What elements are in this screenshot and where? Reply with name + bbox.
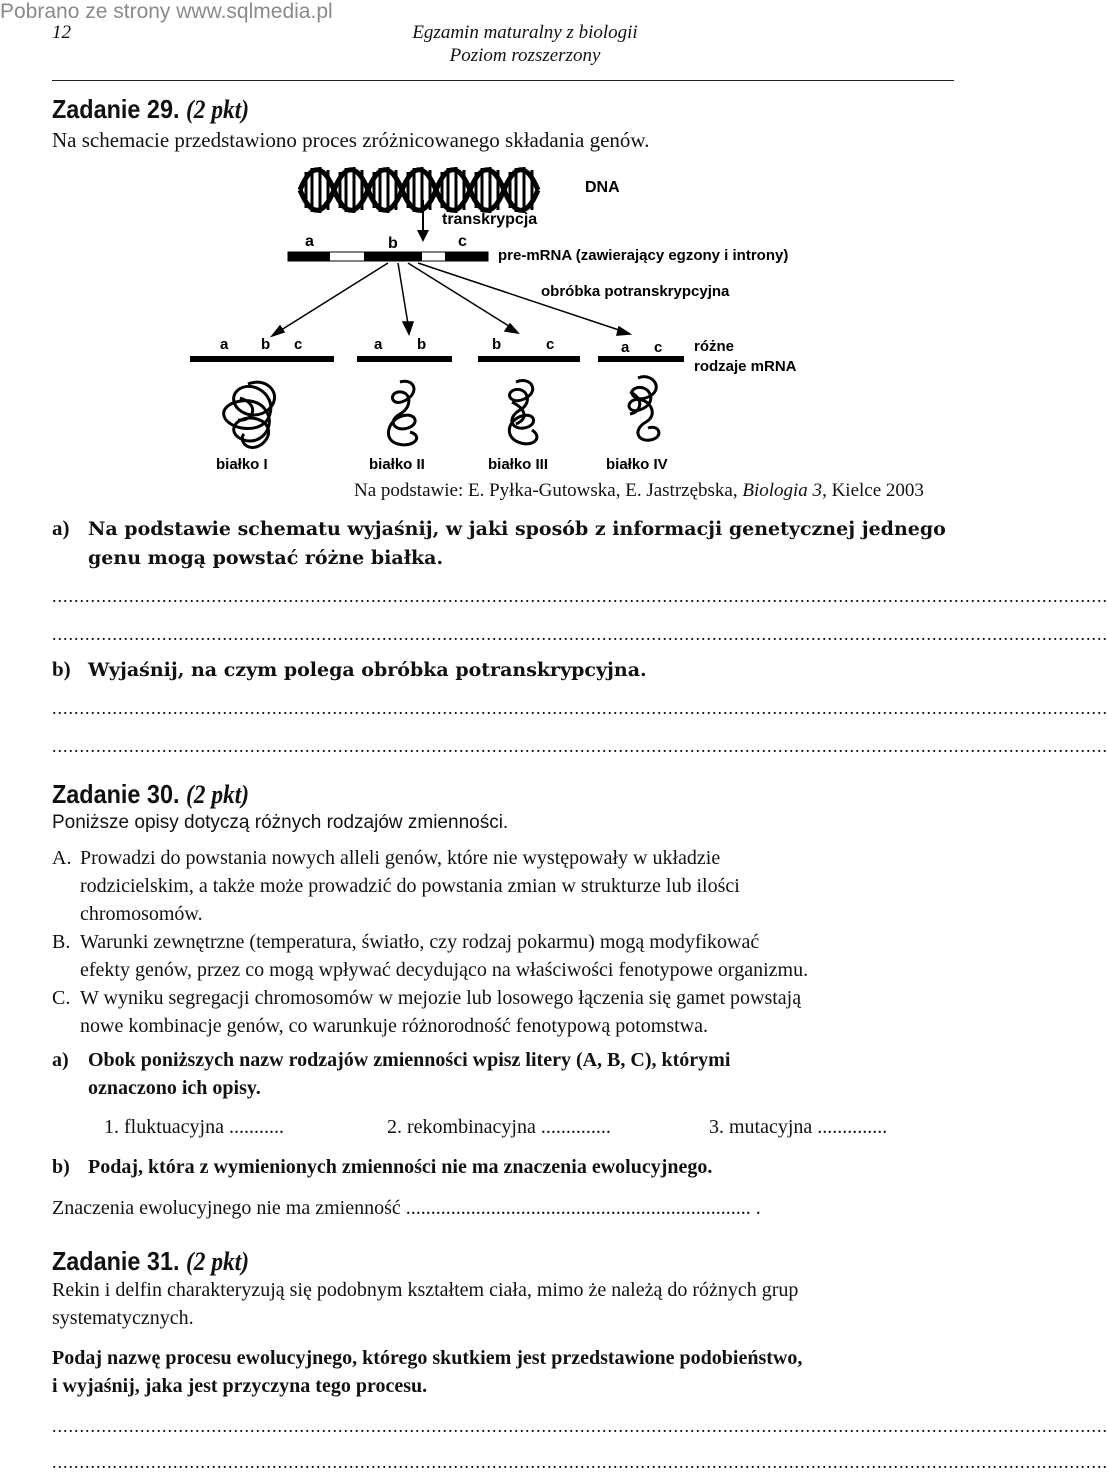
header-divider xyxy=(52,80,954,81)
task31-question: Podaj nazwę procesu ewolucyjnego, którego skutkiem jest przedstawione podobieństwo, i wyjaśnij, jaka jest przyczyna tego procesu. xyxy=(52,1347,803,1397)
pre-label-b: b xyxy=(388,235,398,252)
answer-line[interactable]: ................................................................................................................................................................................................ xyxy=(52,736,1108,756)
protein-1-shape xyxy=(224,382,275,447)
task30-question-a: a) Obok poniższych nazw rodzajów zmienności wpisz litery (A, B, C), którymi oznaczono ich opisy. xyxy=(52,1049,731,1099)
label-obrobka: obróbka potranskrypcyjna xyxy=(541,283,730,300)
label-rodzaje-mrna: rodzaje mRNA xyxy=(694,358,797,375)
variability-descriptions xyxy=(52,844,954,1040)
m2-label-a: a xyxy=(374,336,383,353)
task30-question-b: b) Podaj, która z wymienionych zmienności nie ma znaczenia ewolucyjnego. xyxy=(52,1156,713,1178)
pre-label-c: c xyxy=(458,233,467,250)
task30-title: Zadanie 30. (2 pkt) xyxy=(52,779,250,809)
m3-label-b: b xyxy=(492,336,502,353)
exam-level: Poziom rozszerzony xyxy=(449,45,601,66)
label-protein-2: białko II xyxy=(369,456,425,473)
m2-label-b: b xyxy=(417,336,427,353)
task31-intro: Rekin i delfin charakteryzują się podobnym kształtem ciała, mimo że należą do różnych grup systematycznych. xyxy=(52,1279,799,1329)
m1-label-b: b xyxy=(261,336,271,353)
m3-label-c: c xyxy=(546,336,555,353)
task29-question-b: b) Wyjaśnij, na czym polega obróbka potranskrypcyjna. xyxy=(52,657,647,681)
answer-line[interactable]: ................................................................................................................................................................................................ xyxy=(52,624,1108,644)
label-protein-4: białko IV xyxy=(606,456,668,473)
answer-line[interactable]: ................................................................................................................................................................................................ xyxy=(52,586,1108,606)
protein-4-shape xyxy=(629,377,659,441)
task29-intro: Na schemacie przedstawiono proces zróżnicowanego składania genów. xyxy=(52,128,650,152)
diagram-source: Na podstawie: E. Pyłka-Gutowska, E. Jastrzębska, Biologia 3, Kielce 2003 xyxy=(354,480,924,501)
mrna-bar-4 xyxy=(598,356,684,362)
task31-title: Zadanie 31. (2 pkt) xyxy=(52,1246,250,1276)
label-pre-mrna: pre-mRNA (zawierający egzony i introny) xyxy=(498,247,789,264)
page-number: 12 xyxy=(52,22,71,43)
label-protein-1: białko I xyxy=(216,456,268,473)
option-fluktuacyjna[interactable]: 1. fluktuacyjna ........... xyxy=(104,1116,284,1138)
label-dna: DNA xyxy=(585,179,620,196)
watermark: Pobrano ze strony www.sqlmedia.pl xyxy=(0,0,333,23)
splicing-diagram xyxy=(0,155,960,475)
task29-question-a: a) Na podstawie schematu wyjaśnij, w jaki sposób z informacji genetycznej jednego genu mogą powstać różne białka. xyxy=(52,516,946,569)
label-rozne: różne xyxy=(694,338,735,355)
mrna-bar-2 xyxy=(357,356,452,362)
description-c: C. W wyniku segregacji chromosomów w mejozie lub losowego łączenia się gamet powstają nowe kombinacje genów, co warunkuje różnorodność fenotypową potomstwa. xyxy=(52,987,802,1037)
label-transkrypcja: transkrypcja xyxy=(442,211,538,228)
pre-label-a: a xyxy=(305,233,314,250)
answer-line[interactable]: ................................................................................................................................................................................................ xyxy=(52,1416,1108,1436)
m1-label-a: a xyxy=(220,336,229,353)
answer-line[interactable]: ................................................................................................................................................................................................ xyxy=(52,1452,1108,1472)
task30-intro: Poniższe opisy dotyczą różnych rodzajów zmienności. xyxy=(52,812,509,833)
protein-3-shape xyxy=(509,381,537,444)
exam-title: Egzamin maturalny z biologii xyxy=(412,22,638,43)
task30-answer-line[interactable]: Znaczenia ewolucyjnego nie ma zmienność ..................................................................... . xyxy=(52,1197,761,1219)
dna-helix xyxy=(300,167,538,213)
label-protein-3: białko III xyxy=(488,456,549,473)
mrna-bar-1 xyxy=(190,356,334,362)
m4-label-a: a xyxy=(621,339,630,356)
option-rekombinacyjna[interactable]: 2. rekombinacyjna .............. xyxy=(387,1116,611,1138)
description-b: B. Warunki zewnętrzne (temperatura, światło, czy rodzaj pokarmu) mogą modyfikować efekty genów, przez co mogą wpływać decydująco na właściwości fenotypowe organizmu. xyxy=(52,931,809,981)
option-mutacyjna[interactable]: 3. mutacyjna .............. xyxy=(709,1116,888,1138)
mrna-bar-3 xyxy=(478,356,580,362)
m1-label-c: c xyxy=(294,336,303,353)
answer-line[interactable]: ................................................................................................................................................................................................ xyxy=(52,698,1108,718)
pre-mrna-bar xyxy=(288,252,488,261)
arrowhead xyxy=(417,230,429,242)
task29-title: Zadanie 29. (2 pkt) xyxy=(52,94,250,124)
protein-2-shape xyxy=(388,381,416,445)
description-a: A. Prowadzi do powstania nowych alleli genów, które nie występowały w układzie rodzicielskim, a także może prowadzić do powstania zmian w strukturze lub ilości chromosomów. xyxy=(52,847,740,925)
m4-label-c: c xyxy=(654,339,663,356)
